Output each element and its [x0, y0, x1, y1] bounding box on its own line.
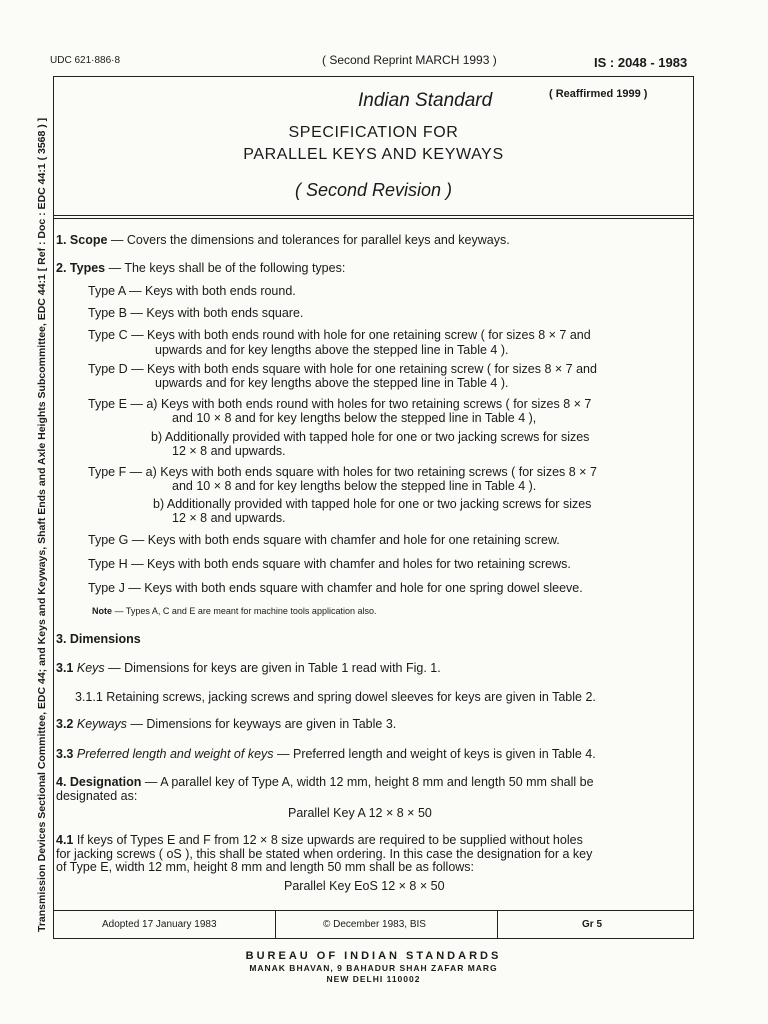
type-g: Type G — Keys with both ends square with chamfer and hole for one retaining screw. — [88, 533, 560, 547]
dimensions-title: 3. Dimensions — [56, 632, 141, 646]
type-d-line2: upwards and for key lengths above the stepped line in Table 4 ). — [155, 376, 509, 390]
price-grade: Gr 5 — [582, 919, 603, 930]
type-c-line2: upwards and for key lengths above the stepped line in Table 4 ). — [155, 343, 509, 357]
type-e-line1: Type E — a) Keys with both ends round with holes for two retaining screws ( for sizes 8 × 7 — [88, 397, 592, 411]
section-types — [56, 261, 345, 275]
type-f-line1: Type F — a) Keys with both ends square with holes for two retaining screws ( for sizes 8 × 7 — [88, 465, 597, 479]
section-scope — [56, 233, 510, 247]
type-e-line4: 12 × 8 and upwards. — [172, 444, 286, 458]
copyright-note: © December 1983, BIS — [323, 919, 426, 930]
s31-heading: Keys — [76, 661, 105, 675]
s41-text-2: for jacking screws ( oS ), this shall be stated when ordering. In this case the designation for a key — [56, 847, 593, 861]
section-3-1-1: 3.1.1 Retaining screws, jacking screws and spring dowel sleeves for keys are given in Table 2. — [75, 690, 596, 704]
reaffirmed-note: ( Reaffirmed 1999 ) — [549, 88, 648, 100]
types-heading: Types — [69, 261, 106, 275]
type-d-line1: Type D — Keys with both ends square with hole for one retaining screw ( for sizes 8 × 7 and — [88, 362, 597, 376]
section-3-2 — [56, 717, 396, 731]
bureau-name: BUREAU OF INDIAN STANDARDS — [245, 950, 502, 962]
title-divider-2 — [53, 218, 694, 219]
s4-heading: 4. Designation — [56, 775, 142, 789]
scope-heading: Scope — [69, 233, 108, 247]
section-3-1 — [56, 661, 441, 675]
s32-num: 3.2 — [56, 717, 74, 731]
dimensions-heading — [56, 632, 141, 646]
type-e-line3: b) Additionally provided with tapped hole for one or two jacking screws for sizes — [151, 430, 590, 444]
title-divider — [53, 215, 694, 216]
udc-number: UDC 621·886·8 — [50, 55, 121, 66]
standard-number: IS : 2048 - 1983 — [594, 55, 688, 70]
type-f-line2: and 10 × 8 and for key lengths below the stepped line in Table 4 ). — [172, 479, 537, 493]
type-j: Type J — Keys with both ends square with chamfer and hole for one spring dowel sleeve. — [88, 581, 583, 595]
adopted-date: Adopted 17 January 1983 — [102, 919, 217, 930]
doc-heading: Indian Standard — [358, 90, 493, 111]
section-4 — [56, 775, 594, 789]
s41-text-1: If keys of Types E and F from 12 × 8 size upwards are required to be supplied without holes — [73, 833, 583, 847]
note-text: — Types A, C and E are meant for machine tools application also. — [112, 606, 377, 616]
s33-text: — Preferred length and weight of keys is given in Table 4. — [273, 747, 596, 761]
footer-divider — [53, 910, 694, 911]
type-f-line3: b) Additionally provided with tapped hole for one or two jacking screws for sizes — [153, 497, 592, 511]
type-e-line2: and 10 × 8 and for key lengths below the stepped line in Table 4 ), — [172, 411, 537, 425]
footer-divider-v1 — [275, 910, 276, 939]
s32-text: — Dimensions for keyways are given in Table 3. — [126, 717, 397, 731]
bureau-address-1: MANAK BHAVAN, 9 BAHADUR SHAH ZAFAR MARG — [249, 963, 498, 973]
s4-example: Parallel Key A 12 × 8 × 50 — [288, 806, 432, 820]
types-note — [92, 606, 376, 616]
s33-num: 3.3 — [56, 747, 74, 761]
s41-text-3: of Type E, width 12 mm, height 8 mm and length 50 mm shall be as follows: — [56, 860, 475, 874]
revision-label: ( Second Revision ) — [294, 180, 453, 200]
type-f-line4: 12 × 8 and upwards. — [172, 511, 286, 525]
title-line-1: SPECIFICATION FOR — [288, 124, 459, 141]
s4-text-1: — A parallel key of Type A, width 12 mm, height 8 mm and length 50 mm shall be — [141, 775, 594, 789]
footer-divider-v2 — [497, 910, 498, 939]
scope-num: 1. — [56, 233, 67, 247]
types-num: 2. — [56, 261, 67, 275]
scope-text: — Covers the dimensions and tolerances for parallel keys and keyways. — [107, 233, 510, 247]
type-b: Type B — Keys with both ends square. — [88, 306, 304, 320]
types-text: — The keys shall be of the following types: — [105, 261, 346, 275]
s41-example: Parallel Key EoS 12 × 8 × 50 — [284, 879, 445, 893]
section-4-1 — [56, 833, 583, 847]
type-c-line1: Type C — Keys with both ends round with hole for one retaining screw ( for sizes 8 × 7 and — [88, 328, 591, 342]
s31-text: — Dimensions for keys are given in Table 1 read with Fig. 1. — [104, 661, 441, 675]
type-h: Type H — Keys with both ends square with chamfer and holes for two retaining screws. — [88, 557, 571, 571]
s32-heading: Keyways — [76, 717, 127, 731]
type-a: Type A — Keys with both ends round. — [88, 284, 296, 298]
s4-text-2: designated as: — [56, 789, 138, 803]
s41-num: 4.1 — [56, 833, 74, 847]
s31-num: 3.1 — [56, 661, 74, 675]
note-heading: Note — [92, 606, 112, 616]
title-line-2: PARALLEL KEYS AND KEYWAYS — [243, 146, 504, 163]
committee-sidebar: Transmission Devices Sectional Committee, EDC 44; and Keys and Keyways, Shaft Ends and Axle Heights Subcommittee, EDC 44:1 [ Ref : Doc : EDC 44:1 ( 3568 ) ] — [36, 117, 48, 932]
bureau-address-2: NEW DELHI 110002 — [326, 974, 421, 984]
s33-heading: Preferred length and weight of keys — [76, 747, 274, 761]
section-3-3 — [56, 747, 596, 761]
reprint-info: ( Second Reprint MARCH 1993 ) — [322, 53, 497, 67]
